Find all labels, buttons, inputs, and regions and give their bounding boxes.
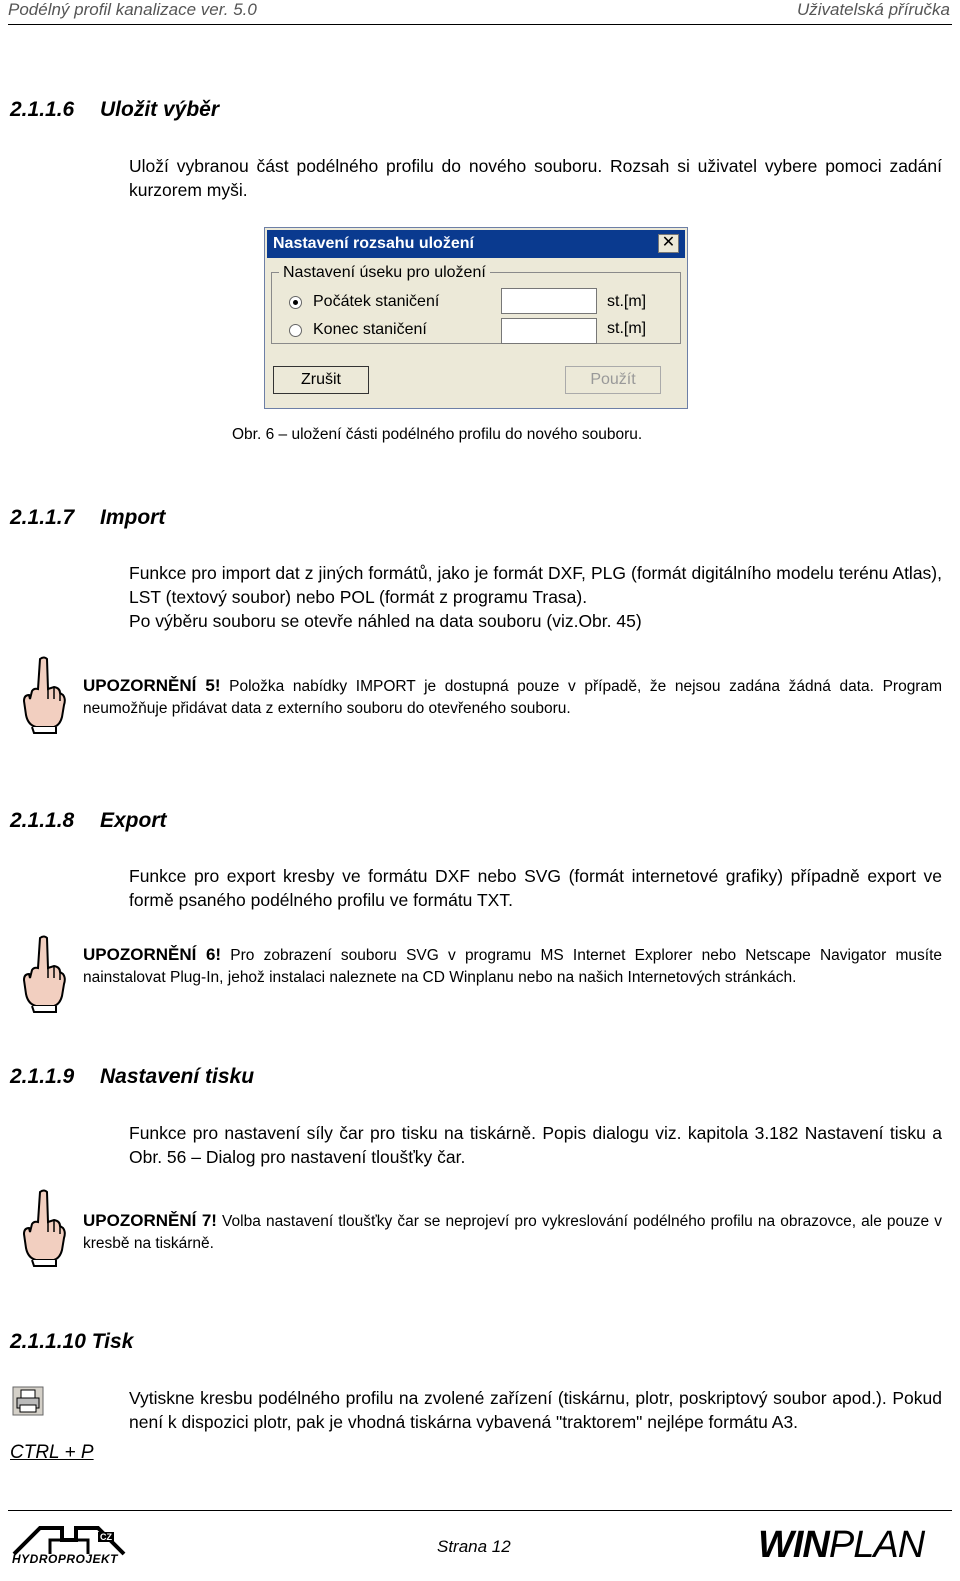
- radio-end-label: Konec staničení: [313, 321, 427, 338]
- logo-win: WIN: [758, 1524, 829, 1566]
- section-heading-save-selection: [10, 98, 219, 122]
- apply-button[interactable]: Použít: [565, 366, 661, 394]
- section-text: Funkce pro nastavení síly čar pro tisku na tiskárně. Popis dialogu viz. kapitola 3.182 Nastavení tisku a Obr. 56 – Dialog pro nastavení tloušťky čar.: [129, 1123, 942, 1167]
- hydroprojekt-logo: [10, 1522, 128, 1570]
- section-number: 2.1.1.7: [10, 506, 75, 529]
- printer-icon[interactable]: [12, 1386, 44, 1416]
- section-title: Uložit výběr: [100, 98, 220, 121]
- section-title: Export: [100, 809, 167, 832]
- section-heading-print-settings: [10, 1065, 254, 1089]
- unit-label: st.[m]: [607, 320, 647, 337]
- radio-start-station[interactable]: [289, 296, 302, 309]
- pointing-hand-icon: [20, 1188, 68, 1268]
- warning-label: UPOZORNĚNÍ 6!: [83, 945, 222, 964]
- section-text: Funkce pro export kresby ve formátu DXF nebo SVG (formát internetové grafiky) případně export ve formě psaného podélného profilu ve formátu TXT.: [129, 866, 942, 910]
- logo-plan: PLAN: [828, 1524, 925, 1566]
- unit-label: st.[m]: [607, 293, 647, 310]
- header-left: Podélný profil kanalizace ver. 5.0: [8, 0, 257, 19]
- warning-text: Volba nastavení tloušťky čar se neprojeví pro vykreslování podélného profilu na obrazovce, ale pouze v kresbě na tiskárně.: [83, 1213, 942, 1252]
- close-icon[interactable]: ✕: [658, 234, 679, 253]
- winplan-logo: [758, 1524, 924, 1567]
- logo-text: HYDROPROJEKT: [12, 1552, 119, 1566]
- cancel-button[interactable]: Zrušit: [273, 366, 369, 394]
- header-right: Uživatelská příručka: [796, 0, 950, 19]
- warning-label: UPOZORNĚNÍ 7!: [83, 1211, 217, 1230]
- section-heading-export: [10, 809, 167, 833]
- warning-note: [83, 675, 942, 719]
- section-title: Import: [100, 506, 166, 529]
- header-divider: [8, 24, 952, 25]
- figure-caption: Obr. 6 – uložení části podélného profilu do nového souboru.: [232, 426, 643, 443]
- section-title: Nastavení tisku: [100, 1065, 255, 1088]
- page-number: Strana 12: [437, 1537, 511, 1556]
- warning-text: Položka nabídky IMPORT je dostupná pouze v případě, že nejsou zadána žádná data. Program neumožňuje přidávat data z externího souboru do otevřeného souboru.: [83, 678, 943, 717]
- warning-text: Pro zobrazení souboru SVG v programu MS Internet Explorer nebo Netscape Navigator musíte nainstalovat Plug-In, jehož instalaci naleznete na CD Winplanu nebo na našich Internetových stránkách.: [83, 947, 942, 986]
- section-text: Po výběru souboru se otevře náhled na data souboru (viz.Obr. 45): [129, 611, 642, 631]
- radio-end-station[interactable]: [289, 324, 302, 337]
- start-station-input[interactable]: [501, 288, 597, 314]
- radio-start-label: Počátek staničení: [313, 293, 440, 310]
- logo-badge: CZ: [100, 1532, 112, 1542]
- pointing-hand-icon: [20, 934, 68, 1014]
- section-text: Vytiskne kresbu podélného profilu na zvolené zařízení (tiskárnu, plotr, poskriptový soubor apod.). Pokud není k dispozici plotr, pak je vhodná tiskárna vybavená "traktorem" nejlépe formátu A3.: [129, 1388, 942, 1432]
- keyboard-shortcut: CTRL + P: [10, 1442, 94, 1463]
- warning-note: [83, 944, 942, 988]
- section-number: 2.1.1.9: [10, 1065, 75, 1088]
- footer-divider: [8, 1510, 952, 1511]
- end-station-input[interactable]: [501, 318, 597, 344]
- dialog-title-bar: [267, 230, 685, 258]
- warning-note: [83, 1210, 942, 1254]
- group-label: Nastavení úseku pro uložení: [279, 264, 490, 282]
- save-range-dialog: [264, 227, 688, 409]
- section-heading-import: [10, 506, 165, 530]
- warning-label: UPOZORNĚNÍ 5!: [83, 676, 221, 695]
- section-heading-print: 2.1.1.10 Tisk: [10, 1330, 134, 1353]
- dialog-title: Nastavení rozsahu uložení: [273, 235, 474, 252]
- section-number: 2.1.1.6: [10, 98, 75, 121]
- section-number: 2.1.1.8: [10, 809, 75, 832]
- section-text: Uloží vybranou část podélného profilu do nového souboru. Rozsah si uživatel vybere pomoci zadání kurzorem myši.: [129, 156, 942, 200]
- section-text: Funkce pro import dat z jiných formátů, jako je formát DXF, PLG (formát digitálního modelu terénu Atlas), LST (textový soubor) nebo POL (formát z programu Trasa).: [129, 563, 942, 607]
- pointing-hand-icon: [20, 655, 68, 735]
